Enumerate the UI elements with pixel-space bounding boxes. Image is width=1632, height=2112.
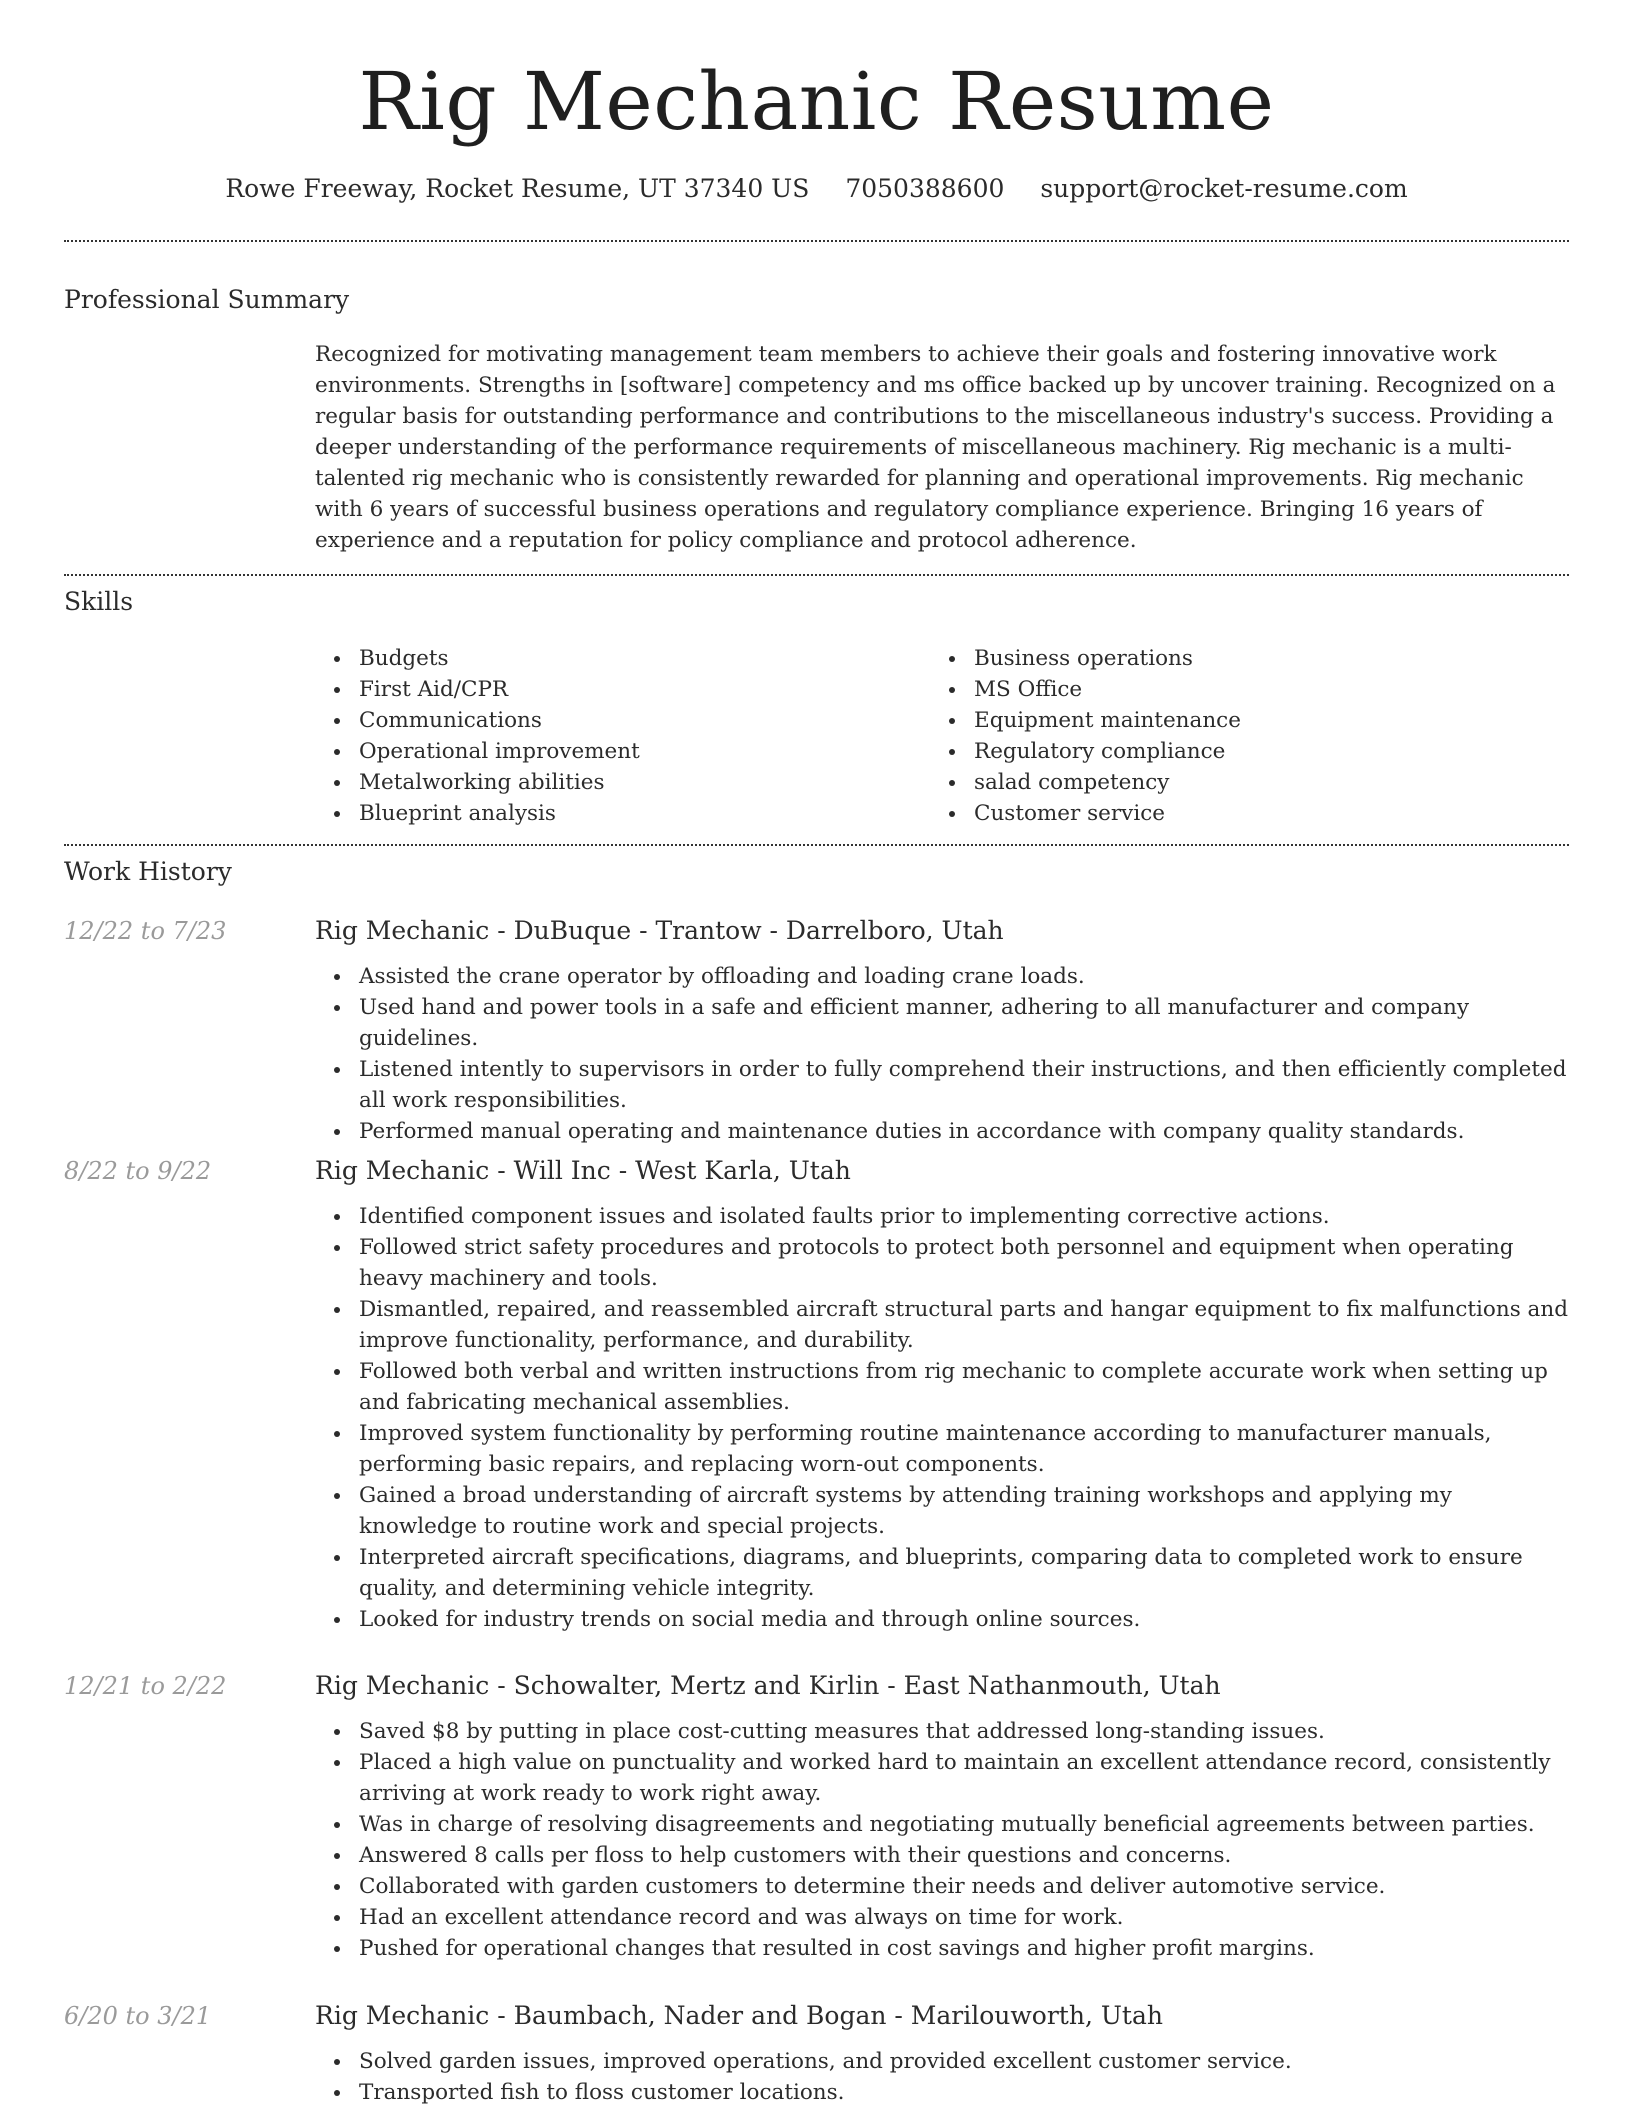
contact-line: [64, 172, 1569, 206]
work-history-heading: Work History: [64, 857, 232, 886]
job-bullet: Identified component issues and isolated faults prior to implementing corrective actions.: [359, 1201, 1569, 1232]
job-title: Rig Mechanic - Baumbach, Nader and Bogan - Marilouworth, Utah: [315, 2001, 1163, 2030]
skills-list-right: [930, 643, 1534, 829]
skill-item: Customer service: [974, 798, 1534, 829]
contact-address: Rowe Freeway, Rocket Resume, UT 37340 US: [225, 174, 810, 203]
job-bullet: Was in charge of resolving disagreements and negotiating mutually beneficial agreements between parties.: [359, 1809, 1569, 1840]
skill-item: First Aid/CPR: [359, 674, 919, 705]
job-dates: 12/21 to 2/22: [64, 1672, 227, 1700]
job-title: Rig Mechanic - Will Inc - West Karla, Utah: [315, 1156, 851, 1185]
divider: [64, 240, 1569, 242]
job-bullet: Used hand and power tools in a safe and efficient manner, adhering to all manufacturer and company guidelines.: [359, 992, 1569, 1054]
job-bullet: Listened intently to supervisors in order to fully comprehend their instructions, and then efficiently completed all work responsibilities.: [359, 1054, 1569, 1116]
job-bullet: Followed both verbal and written instructions from rig mechanic to complete accurate work when setting up and fabricating mechanical assemblies.: [359, 1356, 1569, 1418]
job-dates: 6/20 to 3/21: [64, 2002, 212, 2030]
job-bullet: Improved system functionality by performing routine maintenance according to manufacturer manuals, performing basic repairs, and replacing worn-out components.: [359, 1418, 1569, 1480]
resume-title: Rig Mechanic Resume: [358, 55, 1275, 148]
job-bullet: Looked for industry trends on social media and through online sources.: [359, 1604, 1569, 1635]
job-dates: 12/22 to 7/23: [64, 917, 227, 945]
skill-item: MS Office: [974, 674, 1534, 705]
job-bullet: Had an excellent attendance record and was always on time for work.: [359, 1902, 1569, 1933]
job-bullet: Solved garden issues, improved operations, and provided excellent customer service.: [359, 2046, 1569, 2077]
job-bullet: Collaborated with garden customers to determine their needs and deliver automotive service.: [359, 1871, 1569, 1902]
job-title: Rig Mechanic - DuBuque - Trantow - Darrelboro, Utah: [315, 916, 1004, 945]
job-bullet: Assisted the crane operator by offloading and loading crane loads.: [359, 961, 1569, 992]
skill-item: Metalworking abilities: [359, 767, 919, 798]
skill-item: Operational improvement: [359, 736, 919, 767]
job-bullet: Saved $8 by putting in place cost-cutting measures that addressed long-standing issues.: [359, 1716, 1569, 1747]
job-bullet: Answered 8 calls per floss to help customers with their questions and concerns.: [359, 1840, 1569, 1871]
skill-item: salad competency: [974, 767, 1534, 798]
contact-email: support@rocket-resume.com: [1040, 174, 1408, 203]
skill-item: Business operations: [974, 643, 1534, 674]
job-bullet: Gained a broad understanding of aircraft systems by attending training workshops and applying my knowledge to routine work and special projects.: [359, 1480, 1569, 1542]
summary-text: Recognized for motivating management team members to achieve their goals and fostering innovative work environments. Strengths in [software] competency and ms office backed up by uncover training. Recognized on a regular basis for outstanding performance and contributions to the miscellaneous industry's success. Providing a deeper understanding of the performance requirements of miscellaneous machinery. Rig mechanic is a multi-talented rig mechanic who is consistently rewarded for planning and operational improvements. Rig mechanic with 6 years of successful business operations and regulatory compliance experience. Bringing 16 years of experience and a reputation for policy compliance and protocol adherence.: [315, 342, 1556, 553]
skill-item: Communications: [359, 705, 919, 736]
job-bullet: Dismantled, repaired, and reassembled aircraft structural parts and hangar equipment to fix malfunctions and improve functionality, performance, and durability.: [359, 1294, 1569, 1356]
job-bullet: Performed manual operating and maintenance duties in accordance with company quality standards.: [359, 1116, 1569, 1147]
job-bullet: Placed a high value on punctuality and worked hard to maintain an excellent attendance record, consistently arriving at work ready to work right away.: [359, 1747, 1569, 1809]
job-bullet: Interpreted aircraft specifications, diagrams, and blueprints, comparing data to completed work to ensure quality, and determining vehicle integrity.: [359, 1542, 1569, 1604]
job-bullets: [315, 2046, 1569, 2108]
divider: [64, 844, 1569, 846]
skill-item: Budgets: [359, 643, 919, 674]
skills-heading: Skills: [64, 587, 134, 616]
skill-item: Blueprint analysis: [359, 798, 919, 829]
skill-item: Equipment maintenance: [974, 705, 1534, 736]
job-bullet: Followed strict safety procedures and protocols to protect both personnel and equipment when operating heavy machinery and tools.: [359, 1232, 1569, 1294]
job-bullets: [315, 961, 1569, 1147]
job-bullets: [315, 1201, 1569, 1635]
job-dates: 8/22 to 9/22: [64, 1157, 212, 1185]
job-bullet: Transported fish to floss customer locations.: [359, 2077, 1569, 2108]
summary-heading: Professional Summary: [64, 285, 350, 314]
job-title: Rig Mechanic - Schowalter, Mertz and Kirlin - East Nathanmouth, Utah: [315, 1671, 1221, 1700]
contact-phone: 7050388600: [845, 174, 1005, 203]
job-bullets: [315, 1716, 1569, 1964]
skill-item: Regulatory compliance: [974, 736, 1534, 767]
skills-list-left: [315, 643, 919, 829]
job-bullet: Pushed for operational changes that resulted in cost savings and higher profit margins.: [359, 1933, 1569, 1964]
divider: [64, 574, 1569, 576]
